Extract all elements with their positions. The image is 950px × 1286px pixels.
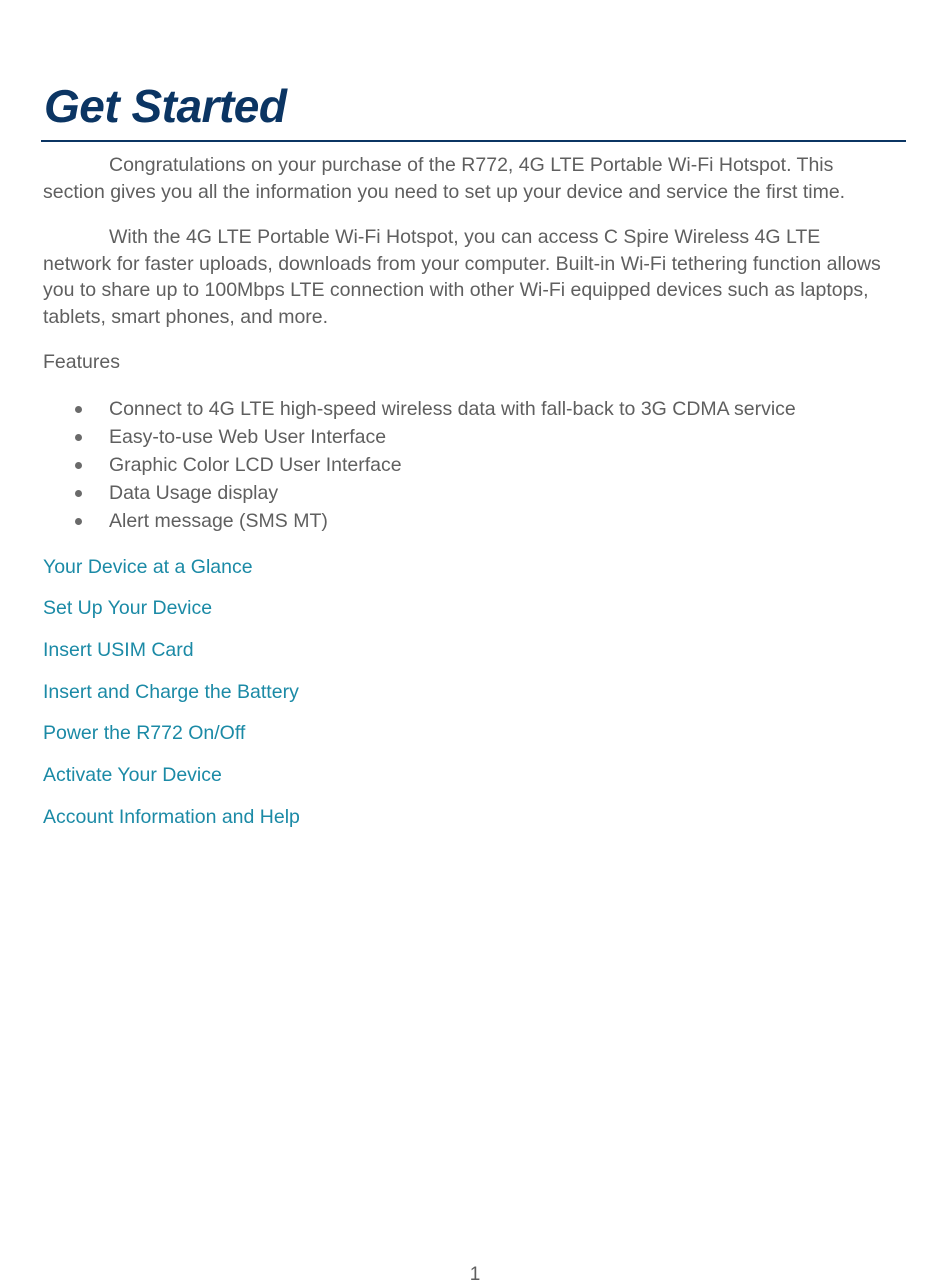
section-links xyxy=(43,554,893,830)
feature-item xyxy=(43,451,893,479)
feature-item xyxy=(43,507,893,535)
page-title: Get Started xyxy=(44,80,287,132)
feature-text: Alert message (SMS MT) xyxy=(109,509,328,532)
features-list xyxy=(43,395,893,535)
link-power-on-off[interactable]: Power the R772 On/Off xyxy=(43,722,246,745)
description-paragraph: With the 4G LTE Portable Wi-Fi Hotspot, you can access C Spire Wireless 4G LTE network for faster uploads, downloads from your computer. Built-in Wi-Fi tethering function allows you to share up to 100Mbps LTE connection with other Wi-Fi equipped devices such as laptops, tablets, smart phones, and more. xyxy=(43,226,881,328)
link-device-at-a-glance[interactable]: Your Device at a Glance xyxy=(43,555,253,578)
feature-item xyxy=(43,479,893,507)
feature-text: Data Usage display xyxy=(109,481,279,504)
page-number: 1 xyxy=(469,1264,481,1285)
feature-item xyxy=(43,395,893,423)
bullet-icon xyxy=(75,518,82,525)
feature-text: Easy-to-use Web User Interface xyxy=(109,425,387,448)
feature-text: Connect to 4G LTE high-speed wireless data with fall-back to 3G CDMA service xyxy=(109,397,796,420)
title-underline xyxy=(41,140,906,142)
link-insert-charge-battery[interactable]: Insert and Charge the Battery xyxy=(43,680,299,703)
bullet-icon xyxy=(75,462,82,469)
bullet-icon xyxy=(75,490,82,497)
page-content xyxy=(43,152,893,845)
bullet-icon xyxy=(75,434,82,441)
link-insert-usim-card[interactable]: Insert USIM Card xyxy=(43,638,194,661)
link-activate-device[interactable]: Activate Your Device xyxy=(43,763,222,786)
link-account-information-help[interactable]: Account Information and Help xyxy=(43,805,300,828)
features-heading: Features xyxy=(43,351,120,373)
feature-text: Graphic Color LCD User Interface xyxy=(109,453,402,476)
link-set-up-device[interactable]: Set Up Your Device xyxy=(43,597,213,620)
intro-paragraph: Congratulations on your purchase of the R772, 4G LTE Portable Wi-Fi Hotspot. This section gives you all the information you need to set up your device and service the first time. xyxy=(43,154,846,203)
feature-item xyxy=(43,423,893,451)
bullet-icon xyxy=(75,406,82,413)
